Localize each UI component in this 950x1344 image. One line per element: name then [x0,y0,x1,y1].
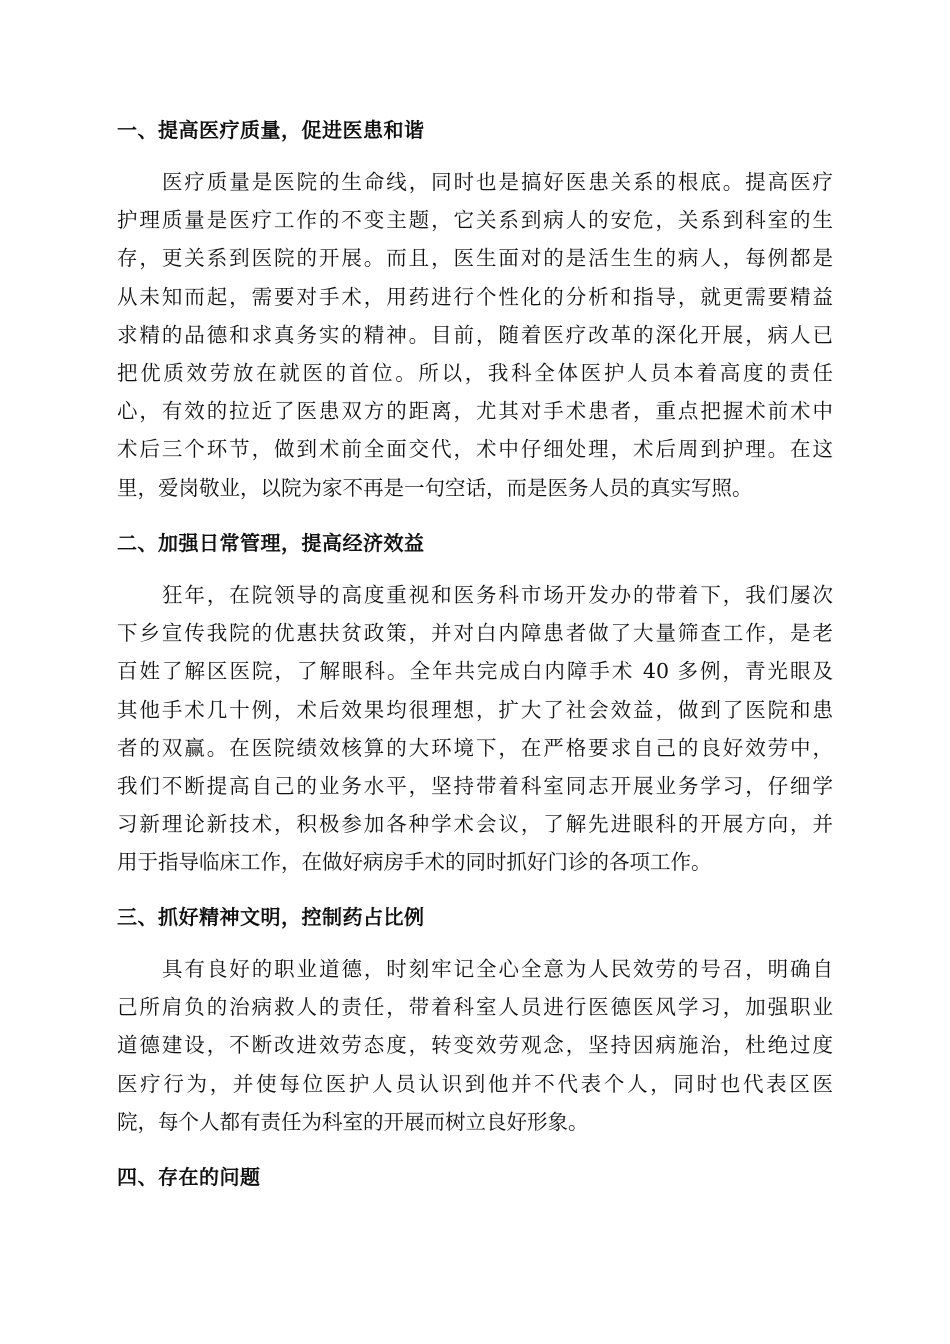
paragraph-line: 下乡宣传我院的优惠扶贫政策，并对白内障患者做了大量筛查工作，是老 [117,621,833,646]
paragraph-line: 用于指导临床工作，在做好病房手术的同时抓好门诊的各项工作。 [117,850,712,875]
paragraph-line: 道德建设，不断改进效劳态度，转变效劳观念，坚持因病施治，杜绝过度 [117,1033,833,1058]
paragraph-line: 百姓了解区医院，了解眼科。全年共完成白内障手术 40 多例，青光眼及 [117,659,833,684]
paragraph-line: 我们不断提高自己的业务水平，坚持带着科室同志开展业务学习，仔细学 [117,773,833,798]
paragraph-line: 院，每个人都有责任为科室的开展而树立良好形象。 [117,1109,589,1134]
paragraph-line: 医疗质量是医院的生命线，同时也是搞好医患关系的根底。提高医疗 [162,170,833,194]
paragraph-line: 求精的品德和求真务实的精神。目前，随着医疗改革的深化开展，病人已 [117,322,833,347]
paragraph-line: 从未知而起，需要对手术，用药进行个性化的分析和指导，就更需要精益 [117,284,833,309]
paragraph-line: 存，更关系到医院的开展。而且，医生面对的是活生生的病人，每例都是 [117,246,833,271]
section-paragraph-1 [117,163,833,507]
paragraph-line: 狂年，在院领导的高度重视和医务科市场开发办的带着下，我们屡次 [162,583,833,607]
paragraph-line: 医疗行为，并使每位医护人员认识到他并不代表个人，同时也代表区医 [117,1071,833,1096]
paragraph-line: 习新理论新技术，积极参加各种学术会议，了解先进眼科的开展方向，并 [117,812,833,837]
section-paragraph-2 [117,576,833,882]
paragraph-line: 者的双赢。在医院绩效核算的大环境下，在严格要求自己的良好效劳中， [117,735,833,760]
section-heading-3: 三、抓好精神文明，控制药占比例 [117,905,425,929]
paragraph-line: 心，有效的拉近了医患双方的距离，尤其对手术患者，重点把握术前术中 [117,399,833,424]
section-paragraph-3 [117,950,833,1141]
paragraph-line: 护理质量是医疗工作的不变主题，它关系到病人的安危，关系到科室的生 [117,208,833,233]
section-heading-4: 四、存在的问题 [117,1165,261,1189]
section-heading-1: 一、提高医疗质量，促进医患和谐 [117,118,425,142]
paragraph-line: 其他手术几十例，术后效果均很理想，扩大了社会效益，做到了医院和患 [117,697,833,722]
paragraph-line: 具有良好的职业道德，时刻牢记全心全意为人民效劳的号召，明确自 [162,957,833,981]
paragraph-line: 把优质效劳放在就医的首位。所以，我科全体医护人员本着高度的责任 [117,360,833,385]
paragraph-line: 术后三个环节，做到术前全面交代，术中仔细处理，术后周到护理。在这 [117,437,833,462]
paragraph-line: 己所肩负的治病救人的责任，带着科室人员进行医德医风学习，加强职业 [117,995,833,1020]
paragraph-line: 里，爱岗敬业，以院为家不再是一句空话，而是医务人员的真实写照。 [117,475,753,500]
section-heading-2: 二、加强日常管理，提高经济效益 [117,531,425,555]
